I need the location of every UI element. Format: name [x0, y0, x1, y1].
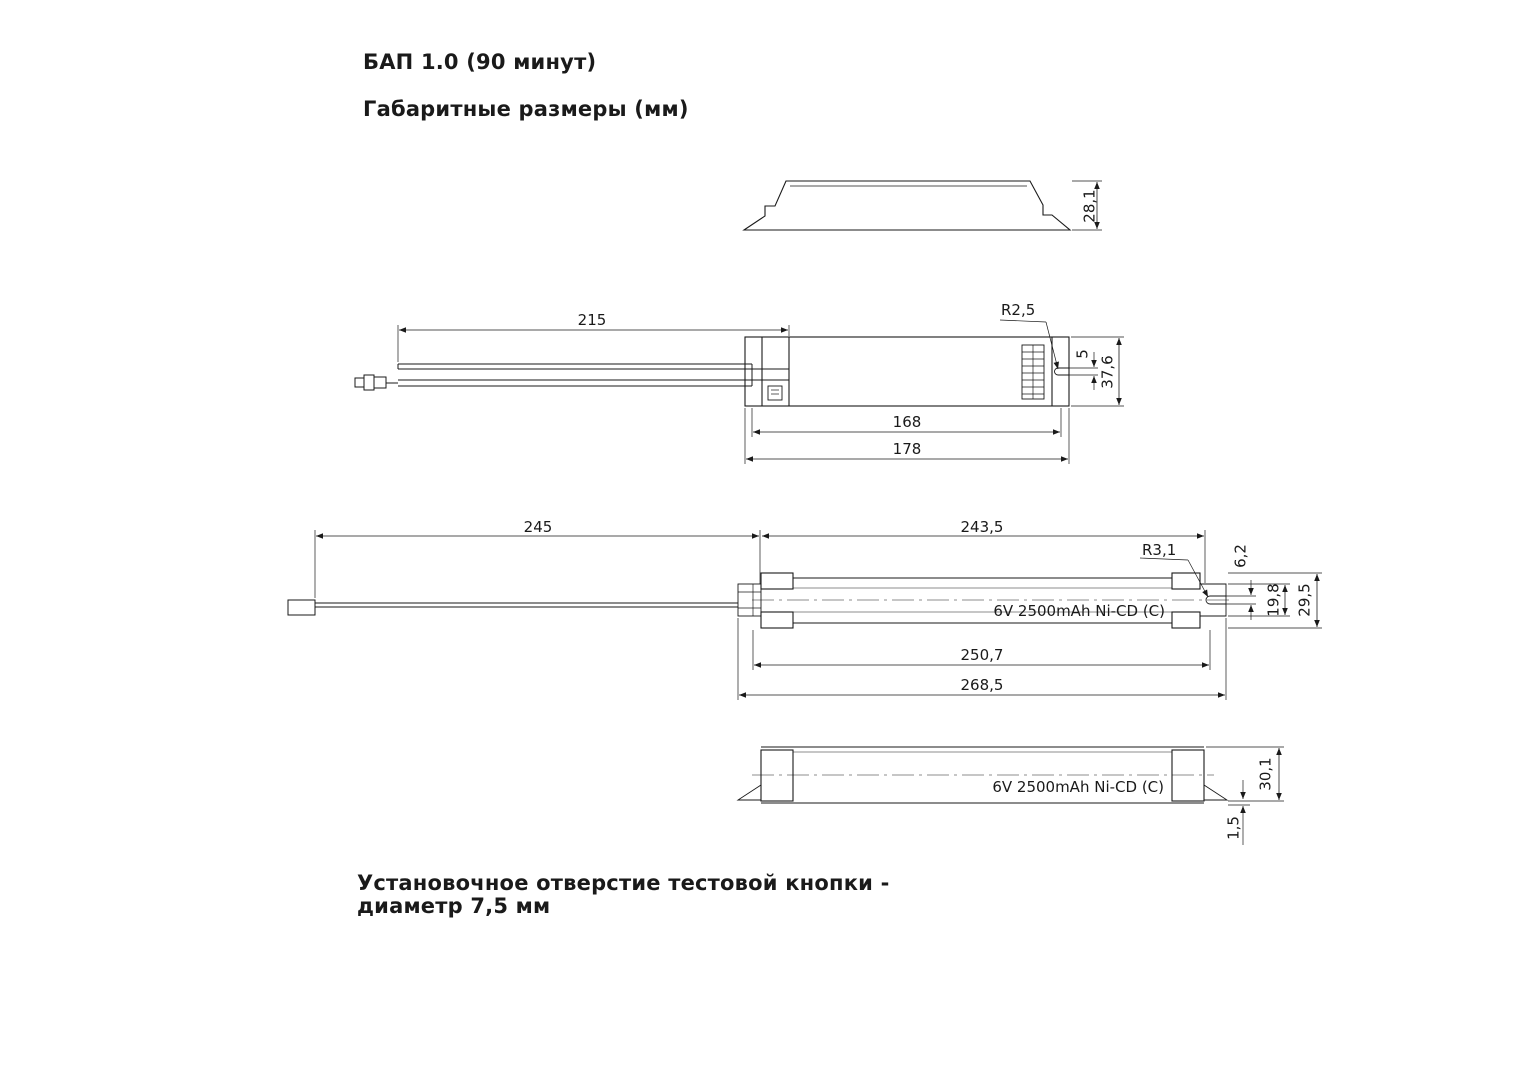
battery-label-side: 6V 2500mAh Ni-CD (C) [992, 778, 1164, 796]
battery-end-cap-right-bottom [1172, 612, 1200, 628]
battery-plug-icon [288, 600, 315, 615]
body-width-dim: 37,6 [1098, 355, 1117, 389]
battery-label-top: 6V 2500mAh Ni-CD (C) [993, 602, 1165, 620]
battery-end-cap-left-bottom [761, 612, 793, 628]
side-height-dim: 28,1 [1080, 189, 1099, 223]
battery-radius-dim: R3,1 [1142, 541, 1177, 559]
dimension-labels [524, 189, 1314, 840]
battery-inner-width-dim: 19,8 [1264, 583, 1283, 617]
page-subtitle: Габаритные размеры (мм) [363, 97, 689, 121]
overall-length-dim: 178 [892, 440, 922, 458]
slot-width-dim: 5 [1073, 349, 1092, 359]
lead-length-dim: 215 [577, 311, 607, 329]
battery-flange-dim: 1,5 [1224, 816, 1243, 840]
radius-dim: R2,5 [1001, 301, 1036, 319]
battery-height-dim: 30,1 [1256, 757, 1275, 791]
mounting-hole-note-line-1: Установочное отверстие тестовой кнопки - [357, 871, 890, 895]
battery-cable [288, 600, 738, 615]
battery-side-cap-left [761, 750, 793, 801]
mounting-hole-note-line-2: диаметр 7,5 мм [357, 894, 551, 918]
lead-connector-icon [355, 375, 398, 390]
battery-overall-length-dim: 268,5 [960, 676, 1004, 694]
battery-side-cap-right [1172, 750, 1204, 801]
driver-body [745, 337, 1069, 406]
driver-top-view [355, 320, 1124, 464]
driver-mounting-slot [1055, 368, 1069, 375]
battery-side-view [738, 747, 1284, 845]
page-title: БАП 1.0 (90 минут) [363, 50, 597, 74]
driver-leads [398, 364, 789, 386]
battery-mount-spacing-dim: 250,7 [960, 646, 1004, 664]
cable-length-dim: 245 [523, 518, 553, 536]
battery-end-cap-left-top [761, 573, 793, 589]
battery-end-cap-right-top [1172, 573, 1200, 589]
driver-side-outline [744, 181, 1070, 230]
battery-slot-dim: 6,2 [1231, 544, 1250, 568]
pack-length-dim: 243,5 [960, 518, 1004, 536]
mount-spacing-dim: 168 [892, 413, 922, 431]
battery-outer-width-dim: 29,5 [1295, 583, 1314, 617]
driver-side-view [744, 181, 1102, 230]
